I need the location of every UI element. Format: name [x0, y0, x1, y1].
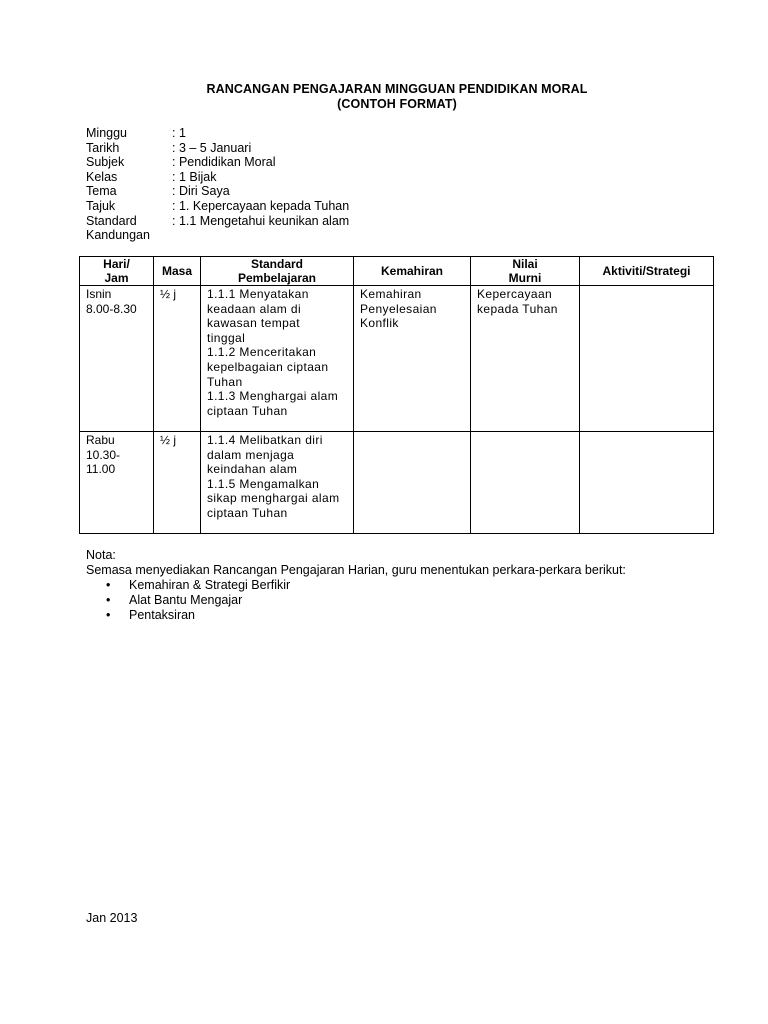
info-value: : 3 – 5 Januari — [172, 140, 252, 155]
cell-masa: ½ j — [154, 432, 201, 534]
info-value: : 1. Kepercayaan kepada Tuhan — [172, 198, 350, 213]
list-item — [106, 608, 626, 623]
bullet-icon: • — [106, 578, 111, 592]
nota-section — [86, 548, 626, 623]
info-value: : 1 Bijak — [172, 169, 217, 184]
info-key: Minggu — [86, 126, 127, 140]
info-value: : 1.1 Mengetahui keunikan alam — [172, 213, 350, 228]
header-masa: Masa — [154, 257, 201, 286]
info-key: Kandungan — [86, 228, 150, 243]
list-item-text: Kemahiran & Strategi Berfikir — [129, 578, 291, 592]
nota-heading: Nota: — [86, 548, 116, 562]
cell-aktiviti-strategi — [580, 432, 714, 534]
info-row-tajuk — [86, 199, 349, 214]
info-value: : 1 — [172, 126, 186, 140]
info-row-kelas — [86, 170, 349, 185]
list-item — [106, 593, 626, 608]
cell-aktiviti-strategi — [580, 286, 714, 432]
info-row-standard — [86, 214, 349, 229]
info-row-kandungan — [86, 228, 349, 243]
cell-hari-jam: Isnin 8.00-8.30 — [80, 286, 154, 432]
cell-nilai-murni — [471, 432, 580, 534]
info-row-tema — [86, 184, 349, 199]
footer-date: Jan 2013 — [86, 911, 138, 925]
table-row — [80, 286, 714, 432]
header-nilai-murni: Nilai Murni — [471, 257, 580, 286]
info-value: : Pendidikan Moral — [172, 155, 276, 170]
info-key: Kelas — [86, 169, 118, 184]
info-row-subjek — [86, 155, 349, 170]
cell-nilai-murni: Kepercayaan kepada Tuhan — [471, 286, 580, 432]
info-block — [86, 126, 349, 243]
header-standard-pembelajaran: Standard Pembelajaran — [201, 257, 354, 286]
info-row-minggu — [86, 126, 349, 141]
nota-intro: Semasa menyediakan Rancangan Pengajaran Harian, guru menentukan perkara-perkara berikut: — [86, 563, 626, 577]
info-value: : Diri Saya — [172, 184, 230, 199]
info-key: Subjek — [86, 155, 125, 170]
bullet-icon: • — [106, 608, 111, 622]
document-title: RANCANGAN PENGAJARAN MINGGUAN PENDIDIKAN MORAL — [206, 82, 588, 96]
cell-kemahiran — [354, 432, 471, 534]
table-header-row — [80, 257, 714, 286]
info-key: Standard — [86, 213, 137, 228]
list-item-text: Pentaksiran — [129, 608, 196, 622]
document-subtitle: (CONTOH FORMAT) — [337, 97, 457, 111]
lesson-plan-table — [79, 256, 714, 534]
table-row — [80, 432, 714, 534]
cell-hari-jam: Rabu 10.30- 11.00 — [80, 432, 154, 534]
nota-list — [86, 578, 626, 623]
info-key: Tema — [86, 184, 117, 199]
header-aktiviti-strategi: Aktiviti/Strategi — [580, 257, 714, 286]
bullet-icon: • — [106, 593, 111, 607]
header-hari-jam: Hari/ Jam — [80, 257, 154, 286]
info-key: Tarikh — [86, 140, 120, 155]
info-key: Tajuk — [86, 198, 116, 213]
list-item-text: Alat Bantu Mengajar — [129, 593, 243, 607]
info-row-tarikh — [86, 141, 349, 156]
cell-standard-pembelajaran: 1.1.4 Melibatkan diri dalam menjaga keindahan alam 1.1.5 Mengamalkan sikap menghargai alam ciptaan Tuhan — [201, 432, 354, 534]
cell-kemahiran: Kemahiran Penyelesaian Konflik — [354, 286, 471, 432]
cell-masa: ½ j — [154, 286, 201, 432]
cell-standard-pembelajaran: 1.1.1 Menyatakan keadaan alam di kawasan tempat tinggal 1.1.2 Menceritakan kepelbagaian ciptaan Tuhan 1.1.3 Menghargai alam ciptaan Tuhan — [201, 286, 354, 432]
header-kemahiran: Kemahiran — [354, 257, 471, 286]
list-item — [106, 578, 626, 593]
